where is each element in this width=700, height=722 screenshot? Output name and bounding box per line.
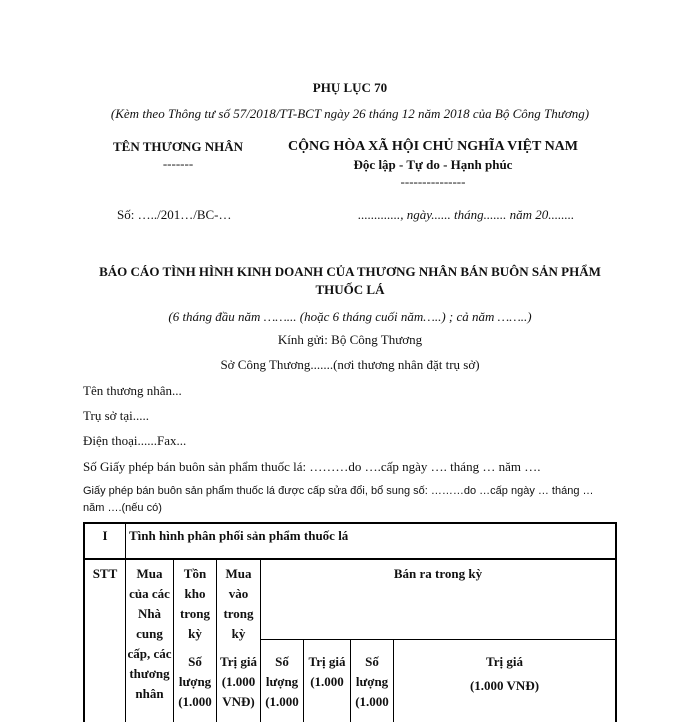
- republic-title: CỘNG HÒA XÃ HỘI CHỦ NGHĨA VIỆT NAM: [287, 139, 578, 154]
- header-sold: Bán ra trong kỳ: [393, 566, 483, 581]
- field-trader-name: Tên thương nhân...: [83, 383, 182, 398]
- header-bought: Mua vào trong kỳ: [223, 566, 254, 641]
- header-buy-from: Mua của các Nhà cung cấp, các thương nhân: [127, 566, 172, 701]
- sub-stock-qty: Số lượng (1.000: [178, 654, 212, 709]
- field-office: Trụ sở tại.....: [83, 408, 149, 423]
- sub-sold-qty2: Số lượng (1.000: [355, 654, 389, 709]
- reference-line: (Kèm theo Thông tư số 57/2018/TT-BCT ngày 26 tháng 12 năm 2018 của Bộ Công Thương): [110, 106, 590, 121]
- sub-sold-value-wide: Trị giá: [486, 654, 523, 669]
- field-amended-license-line1: Giấy phép bán buôn sản phẩm thuốc lá được cấp sửa đổi, bổ sung số: ………do …cấp ngày … tháng …: [83, 485, 594, 497]
- trader-dash: -------: [162, 156, 194, 171]
- document-number: Số: …../201…/BC-…: [117, 207, 232, 222]
- sub-sold-value1: Trị giá (1.000: [308, 654, 346, 689]
- recipient-department: Sở Công Thương.......(nơi thương nhân đặt trụ sở): [220, 357, 480, 372]
- annex-title: PHỤ LỤC 70: [312, 80, 388, 95]
- field-amended-license-line2: năm ….(nếu có): [83, 502, 162, 514]
- sub-bought-value: Trị giá (1.000 VNĐ): [220, 654, 257, 709]
- document-date: ............., ngày...... tháng....... năm 20........: [358, 207, 575, 222]
- section-title: Tình hình phân phối sản phẩm thuốc lá: [129, 528, 349, 543]
- distribution-table: [83, 522, 617, 722]
- report-title-line2: THUỐC LÁ: [315, 282, 385, 297]
- sub-sold-qty1: Số lượng (1.000: [265, 654, 299, 709]
- trader-label: TÊN THƯƠNG NHÂN: [112, 139, 243, 154]
- report-title-line1: BÁO CÁO TÌNH HÌNH KINH DOANH CỦA THƯƠNG NHÂN BÁN BUÔN SẢN PHẨM: [99, 264, 601, 279]
- recipient-ministry: Kính gửi: Bộ Công Thương: [277, 332, 423, 347]
- report-period: (6 tháng đầu năm ……... (hoặc 6 tháng cuối năm…..) ; cả năm ……..): [168, 309, 532, 324]
- field-license: Số Giấy phép bán buôn sản phẩm thuốc lá: ………do ….cấp ngày …. tháng … năm ….: [83, 459, 541, 474]
- sub-sold-value-wide-unit: (1.000 VNĐ): [469, 678, 540, 693]
- header-stt: STT: [92, 566, 118, 581]
- field-phone-fax: Điện thoại......Fax...: [83, 433, 187, 448]
- motto-dash: ---------------: [400, 174, 466, 189]
- motto: Độc lập - Tự do - Hạnh phúc: [353, 157, 513, 172]
- header-stock: Tồn kho trong kỳ: [179, 566, 211, 641]
- section-number: I: [102, 528, 108, 543]
